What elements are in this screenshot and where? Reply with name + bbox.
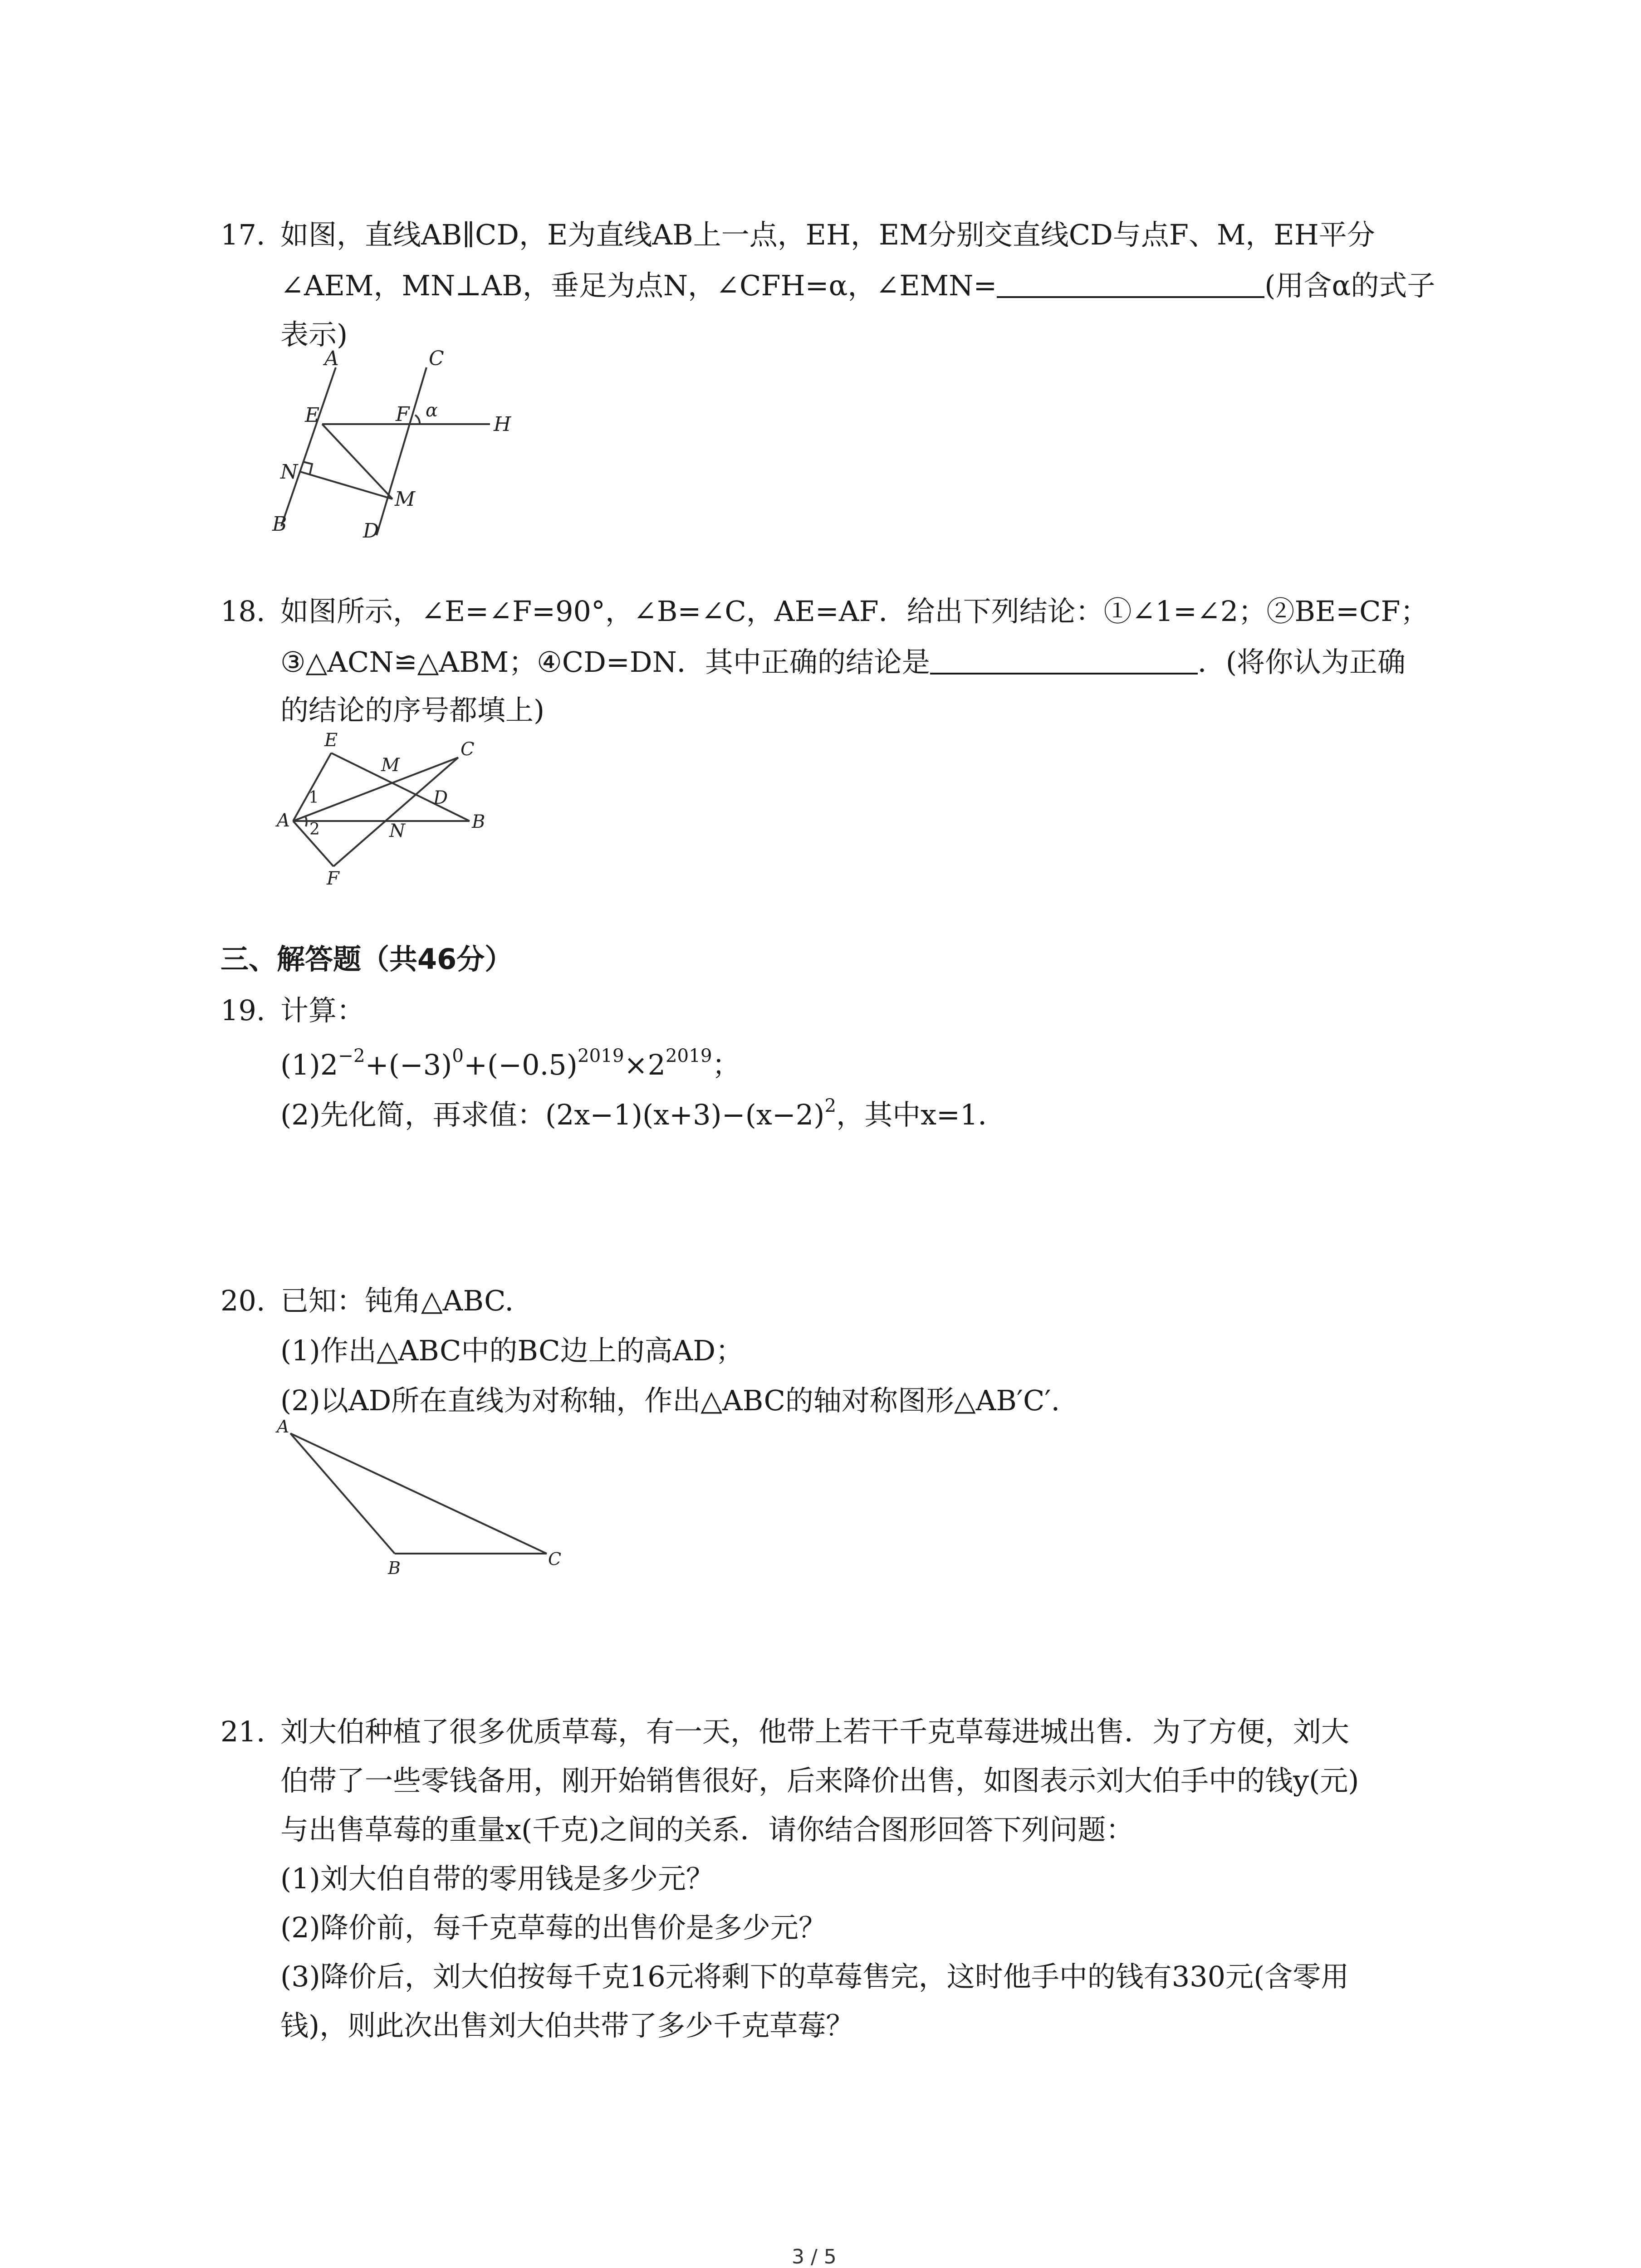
fig18-label-2: 2: [309, 820, 320, 839]
fig20-label-c: C: [548, 1549, 562, 1569]
fig17-label-e: E: [305, 404, 320, 427]
fig18-label-f: F: [327, 868, 339, 889]
q18-line2: [280, 640, 1406, 684]
q19-p1-e: ；: [712, 1048, 740, 1081]
q21-line7: 钱)，则此次出售刘大伯共带了多少千克草莓？: [280, 2009, 854, 2042]
fig18-label-b: B: [472, 811, 485, 832]
fig20-label-a: A: [277, 1417, 289, 1437]
q19-p2-a: (2)先化简，再求值：(2x−1)(x+3)−(x−2): [280, 1098, 825, 1131]
q21-line1: 刘大伯种植了很多优质草莓，有一天，他带上若干千克草莓进城出售．为了方便，刘大: [280, 1715, 1350, 1748]
q19-p2-b: ，其中x=1．: [836, 1098, 1006, 1131]
q19-p1-sup4: 2019: [665, 1045, 712, 1066]
q19-p1-a: (1)2: [280, 1048, 338, 1081]
fig17-label-h: H: [494, 413, 511, 436]
q17-line2: [280, 264, 1435, 308]
line-ab: [281, 367, 336, 526]
side-ab: [290, 1433, 395, 1554]
q18-number: 18.: [220, 595, 265, 628]
q17-figure: [254, 349, 526, 549]
q17-line2-before: ∠AEM，MN⊥AB，垂足为点N，∠CFH=α，∠EMN=: [280, 269, 997, 302]
q18-answer-blank[interactable]: [930, 641, 1198, 675]
alpha-arc: [415, 415, 420, 424]
page-number: 3 / 5: [792, 2245, 837, 2268]
fig18-label-n: N: [389, 821, 405, 841]
q21-line3: 与出售草莓的重量x(千克)之间的关系．请你结合图形回答下列问题：: [280, 1813, 1134, 1846]
q18-line1: 如图所示，∠E=∠F=90°，∠B=∠C，AE=AF．给出下列结论：①∠1=∠2；②BE=CF；: [280, 595, 1429, 628]
fig17-label-m: M: [395, 488, 416, 511]
q21-line6: (3)降价后，刘大伯按每千克16元将剩下的草莓售完，这时他手中的钱有330元(含零用: [280, 1960, 1349, 1993]
fig18-label-e: E: [324, 730, 338, 751]
fig18-label-m: M: [381, 755, 400, 776]
segment-ae: [293, 753, 331, 821]
q19-number: 19.: [220, 994, 265, 1027]
q17-answer-blank[interactable]: [997, 264, 1264, 298]
fig17-label-c: C: [429, 349, 444, 370]
fig17-label-b: B: [272, 513, 287, 536]
fig17-label-alpha: α: [426, 400, 438, 421]
fig17-label-n: N: [280, 460, 298, 484]
q17-line1: 如图，直线AB∥CD，E为直线AB上一点，EH，EM分别交直线CD与点F、M，EH平分: [280, 218, 1375, 251]
q18-line2-after: ．(将你认为正确: [1197, 645, 1406, 679]
q19-line1: 计算：: [280, 994, 365, 1027]
fig17-label-d: D: [363, 519, 379, 543]
q17-line3: 表示): [280, 318, 348, 351]
q20-number: 20.: [220, 1284, 265, 1317]
q21-line5: (2)降价前，每千克草莓的出售价是多少元？: [280, 1911, 827, 1944]
q20-triangle-figure: [263, 1415, 590, 1597]
segment-eb: [331, 753, 470, 821]
q20-line3: (2)以AD所在直线为对称轴，作出△ABC的轴对称图形△AB′C′.: [280, 1384, 1060, 1417]
q19-p1-d: ×2: [624, 1048, 666, 1081]
q20-line1: 已知：钝角△ABC.: [280, 1284, 514, 1317]
q19-p1-sup3: 2019: [577, 1045, 624, 1066]
q19-part1: [280, 1043, 740, 1087]
q19-p1-sup1: −2: [338, 1045, 365, 1066]
q19-p1-sup2: 0: [452, 1045, 464, 1066]
fig18-label-d: D: [433, 787, 448, 808]
q19-p1-b: +(−3): [365, 1048, 452, 1081]
q20-line2: (1)作出△ABC中的BC边上的高AD；: [280, 1334, 744, 1367]
q17-number: 17.: [220, 218, 265, 251]
q21-line2: 伯带了一些零钱备用，刚开始销售很好，后来降价出售，如图表示刘大伯手中的钱y(元): [280, 1764, 1359, 1797]
fig18-label-a: A: [277, 810, 290, 831]
q18-line2-before: ③△ACN≌△ABM；④CD=DN．其中正确的结论是: [280, 645, 930, 679]
q19-part2: [280, 1093, 1006, 1137]
q21-line4: (1)刘大伯自带的零用钱是多少元？: [280, 1862, 714, 1895]
q21-number: 21.: [220, 1715, 265, 1748]
section3-title: 三、解答题（共46分）: [220, 943, 513, 976]
q18-line3: 的结论的序号都填上): [280, 694, 545, 727]
fig18-label-1: 1: [309, 788, 319, 807]
q19-p2-sup: 2: [824, 1095, 837, 1116]
fig17-label-a: A: [324, 349, 339, 370]
fig17-label-f: F: [396, 403, 410, 426]
q17-line2-after: (用含α的式子: [1264, 269, 1435, 302]
side-ac: [290, 1433, 547, 1554]
q19-p1-c: +(−0.5): [464, 1048, 578, 1081]
q18-figure: [268, 726, 504, 889]
fig20-label-b: B: [388, 1558, 401, 1578]
fig18-label-c: C: [460, 739, 475, 760]
